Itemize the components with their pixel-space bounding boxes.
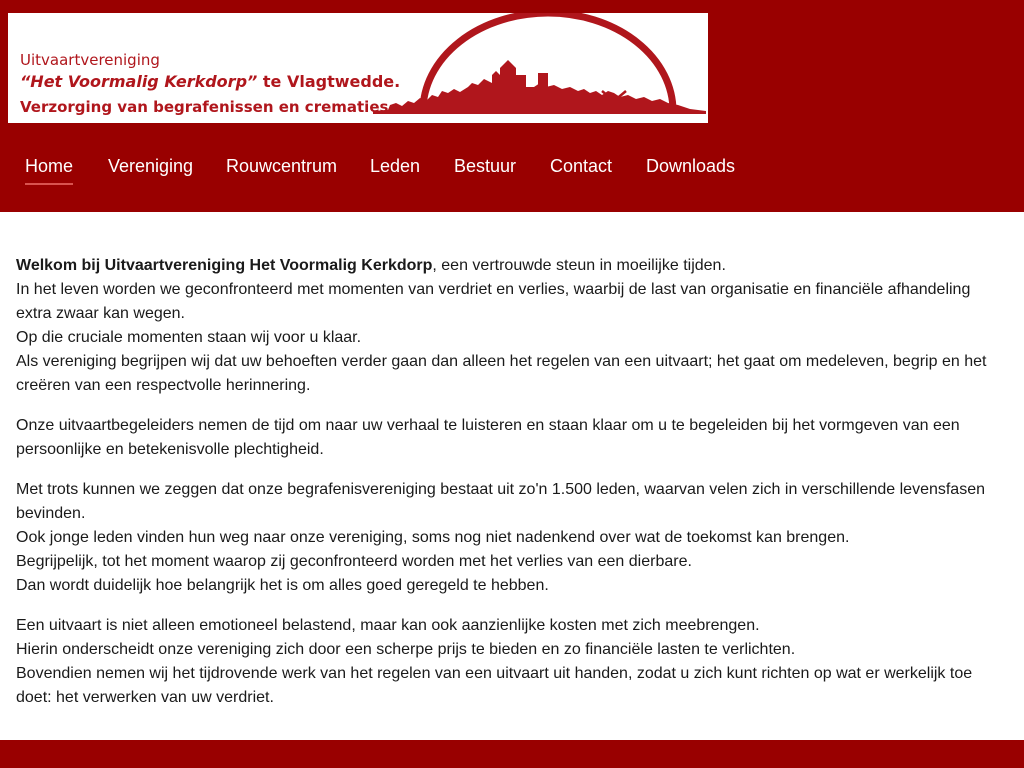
members-paragraph [16,478,1006,598]
nav-vereniging[interactable]: Vereniging [108,156,194,176]
logo-name [20,72,400,91]
nav-leden[interactable]: Leden [370,156,421,176]
paragraph-line: Dan wordt duidelijk hoe belangrijk het is om alles goed geregeld te hebben. [16,577,549,594]
guides-paragraph: Onze uitvaartbegeleiders nemen de tijd om naar uw verhaal te luisteren en staan klaar om u te begeleiden bij het vormgeven van een persoonlijke en betekenisvolle plechtigheid. [16,417,960,458]
paragraph-line: Begrijpelijk, tot het moment waarop zij geconfronteerd worden met het verlies van een dierbare. [16,553,692,570]
logo-title: Uitvaartvereniging [20,51,160,69]
costs-paragraph [16,614,1006,710]
nav-rouwcentrum[interactable]: Rouwcentrum [226,156,338,176]
site-logo[interactable] [8,13,708,123]
site-header [0,0,1024,212]
main-navigation [0,156,1024,192]
nav-bestuur[interactable]: Bestuur [454,156,517,176]
paragraph-line: Hierin onderscheidt onze vereniging zich door een scherpe prijs te bieden en zo financiële lasten te verlichten. [16,641,796,658]
paragraph-line: Op die cruciale momenten staan wij voor u klaar. [16,329,362,346]
paragraph-line: Als vereniging begrijpen wij dat uw behoeften verder gaan dan alleen het regelen van een uitvaart; het gaat om medeleven, begrip en het creëren van een respectvolle herinnering. [16,353,987,394]
welcome-line [16,254,1006,278]
paragraph-line: Een uitvaart is niet alleen emotioneel belastend, maar kan ook aanzienlijke kosten met zich meebrengen. [16,617,760,634]
logo-name-quote: “Het Voormalig Kerkdorp” [20,72,258,91]
main-content [16,254,1006,726]
welcome-paragraph [16,254,1006,398]
welcome-rest: , een vertrouwde steun in moeilijke tijden. [432,257,726,274]
site-footer [0,740,1024,768]
village-arch-logo-graphic [368,13,708,123]
logo-name-suffix: te Vlagtwedde. [257,72,401,91]
paragraph-line: Bovendien nemen wij het tijdrovende werk van het regelen van een uitvaart uit handen, zodat u zich kunt richten op wat er werkelijk toe doet: het verwerken van uw verdriet. [16,665,973,706]
paragraph-line: In het leven worden we geconfronteerd met momenten van verdriet en verlies, waarbij de last van organisatie en financiële afhandeling extra zwaar kan wegen. [16,281,971,322]
logo-tagline: Verzorging van begrafenissen en crematies [20,98,389,116]
nav-downloads[interactable]: Downloads [646,156,736,176]
paragraph-line: Met trots kunnen we zeggen dat onze begrafenisvereniging bestaat uit zo'n 1.500 leden, waarvan velen zich in verschillende levensfasen bevinden. [16,481,985,522]
nav-contact[interactable]: Contact [550,156,613,176]
paragraph-line: Ook jonge leden vinden hun weg naar onze vereniging, soms nog niet nadenkend over wat de toekomst kan brengen. [16,529,850,546]
welcome-bold: Welkom bij Uitvaartvereniging Het Voormalig Kerkdorp [16,257,433,274]
nav-home[interactable]: Home [25,156,74,176]
